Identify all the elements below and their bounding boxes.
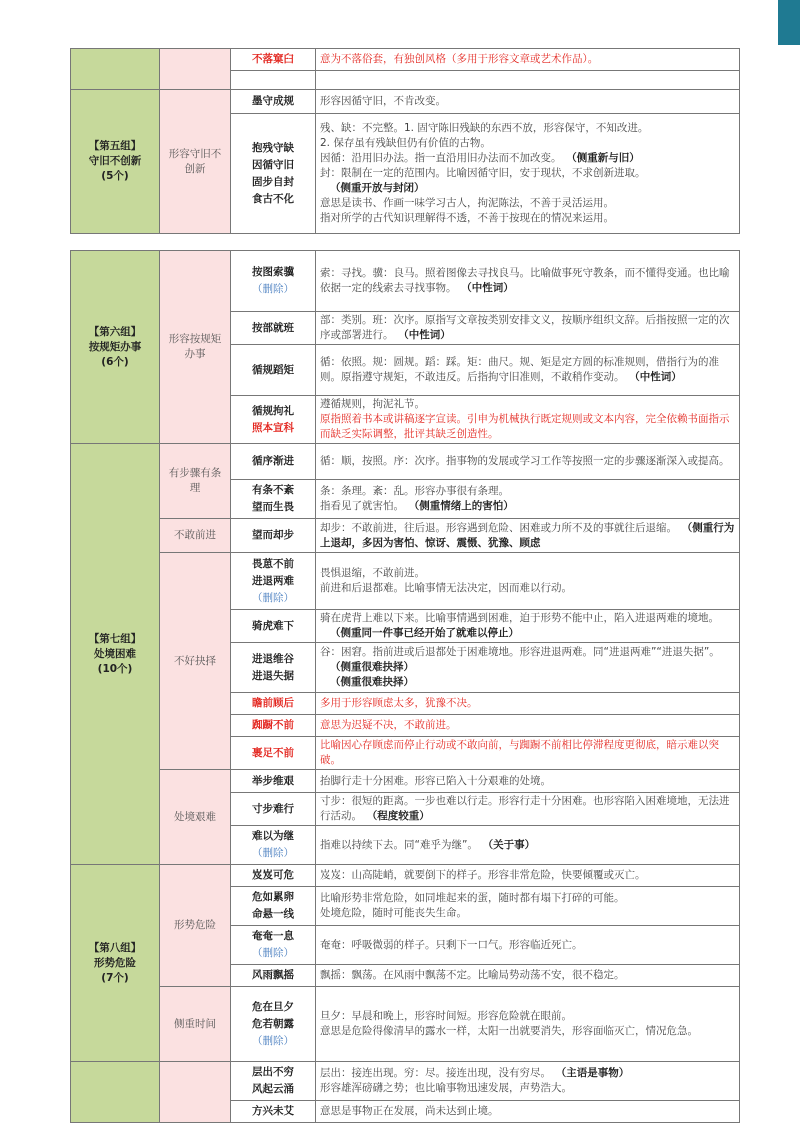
description-cell — [316, 345, 740, 396]
table-row — [71, 444, 740, 480]
subgroup-label: 处境艰难 — [174, 810, 216, 823]
table-row — [71, 251, 740, 312]
description-line — [320, 136, 735, 151]
group-cell — [71, 251, 160, 444]
description-cell — [316, 312, 740, 345]
group-count: (5个) — [101, 170, 129, 182]
idiom: 层出不穷 — [252, 1066, 294, 1078]
description-text: 比喻形势非常危险，如同堆起来的蛋，随时都有塌下打碎的可能。 — [320, 892, 625, 904]
idiom: 命悬一线 — [252, 908, 294, 920]
subgroup-cell — [160, 519, 231, 553]
description-line — [320, 313, 735, 343]
idiom: 有条不紊 — [252, 484, 294, 496]
description-line — [320, 906, 735, 921]
description-line — [320, 718, 735, 733]
description-text: 残、缺：不完整。1. 固守陈旧残缺的东西不放，形容保守，不知改进。 — [320, 122, 649, 134]
description-text: 意为不落俗套，有独创风格（多用于形容文章或艺术作品）。 — [320, 53, 599, 65]
idiom: 按图索骥 — [252, 266, 294, 278]
description-text: 却步：不敢前进，往后退。形容遇到危险、困难或力所不及的事就往后退缩。 — [320, 521, 677, 534]
description-text: 形容因循守旧，不肯改变。 — [320, 95, 446, 107]
description-line — [320, 1104, 735, 1119]
description-line — [320, 94, 735, 109]
description-text: 条：条理。紊：乱。形容办事很有条理。 — [320, 485, 509, 497]
description-line — [320, 151, 735, 166]
deleted-mark: （删除） — [252, 283, 294, 295]
description-text: 处境危险，随时可能丧失生命。 — [320, 907, 467, 919]
idiom: 风雨飘摇 — [252, 969, 294, 981]
idiom: 危在旦夕 — [252, 1000, 294, 1013]
idiom: 寸步难行 — [252, 802, 294, 815]
idiom-cell — [231, 49, 316, 71]
idiom: 踟蹰不前 — [252, 719, 294, 731]
emphasis-note: （主语是事物） — [561, 1067, 630, 1079]
description-line — [320, 211, 735, 226]
description-line — [320, 611, 735, 641]
description-line — [320, 581, 735, 596]
description-text: 遵循规则，拘泥礼节。 — [320, 398, 425, 410]
group-cell — [71, 1062, 160, 1123]
idiom: 岌岌可危 — [252, 869, 294, 881]
idiom: 畏葸不前 — [252, 557, 294, 570]
idiom-cell — [231, 865, 316, 887]
description-line — [320, 266, 735, 296]
idiom: 奄奄一息 — [252, 930, 294, 942]
description-line — [320, 355, 735, 385]
description-cell — [316, 49, 740, 71]
deleted-mark: （删除） — [252, 591, 294, 604]
description-text: 骑在虎背上难以下来。比喻事情遇到困难，迫于形势不能中止，陷入进退两难的境地。 — [320, 612, 719, 624]
description-line — [320, 166, 735, 181]
idiom-cell — [231, 444, 316, 480]
description-line — [320, 1081, 735, 1096]
description-line — [320, 121, 735, 136]
group-title: 【第五组】 — [88, 140, 142, 152]
idiom-cell — [231, 553, 316, 610]
emphasis-note: （程度较重） — [372, 810, 430, 822]
subgroup-label: 有步骤有条理 — [168, 467, 222, 494]
subgroup-cell — [160, 49, 231, 90]
idiom-cell — [231, 610, 316, 643]
description-cell — [316, 480, 740, 519]
group-cell — [71, 444, 160, 865]
idiom: 因循守旧 — [252, 158, 294, 171]
description-text: 前进和后退都难。比喻事情无法决定，因而难以行动。 — [320, 582, 572, 594]
description-cell — [316, 987, 740, 1062]
subgroup-label: 不好抉择 — [174, 654, 216, 667]
description-text: 岌岌：山高陡峭，就要倒下的样子。形容非常危险，快要倾覆或灭亡。 — [320, 869, 646, 881]
idiom: 照本宣科 — [252, 421, 294, 434]
description-line — [320, 968, 735, 983]
idiom: 循规拘礼 — [252, 404, 294, 417]
idiom: 进退维谷 — [252, 652, 294, 665]
idiom: 进退两难 — [252, 574, 294, 587]
subgroup-cell — [160, 987, 231, 1062]
description-text: 比喻因心存顾虑而停止行动或不敢向前，与踟蹰不前相比停滞程度更彻底，暗示难以突破。 — [320, 739, 719, 766]
description-line — [320, 738, 735, 768]
idiom: 难以为继 — [252, 830, 294, 842]
idiom: 骑虎难下 — [252, 619, 294, 632]
description-line — [320, 181, 735, 196]
description-cell — [316, 965, 740, 987]
table-row — [71, 90, 740, 114]
group-name: 形势危险 — [94, 956, 136, 969]
description-line — [320, 499, 735, 514]
description-text: 畏惧退缩，不敢前进。 — [320, 567, 425, 579]
subgroup-cell — [160, 865, 231, 987]
idiom: 望而生畏 — [252, 501, 294, 513]
table-row — [71, 519, 740, 553]
group-cell — [71, 90, 160, 234]
description-text: 形容雄浑磅礴之势；也比喻事物迅速发展，声势浩大。 — [320, 1082, 572, 1094]
table-row — [71, 1062, 740, 1101]
idiom-cell — [231, 770, 316, 793]
subgroup-cell — [160, 444, 231, 519]
group-name: 按规矩办事 — [88, 340, 142, 353]
deleted-mark: （删除） — [252, 847, 294, 859]
emphasis-note: （侧重同一件事已经开始了就难以停止） — [330, 627, 519, 639]
description-line — [320, 52, 735, 67]
description-text: 封：限制在一定的范围内。比喻因循守旧，安于现状，不求创新进取。 — [320, 167, 646, 179]
idiom-cell — [231, 396, 316, 444]
description-line — [320, 868, 735, 883]
idiom: 望而却步 — [252, 529, 294, 541]
description-cell — [316, 1101, 740, 1123]
description-cell — [316, 826, 740, 865]
description-line — [320, 521, 735, 551]
subgroup-label: 不敢前进 — [174, 529, 216, 541]
group-name: 处境困难 — [94, 647, 136, 660]
subgroup-label: 形势危险 — [174, 919, 216, 931]
idiom-cell — [231, 71, 316, 90]
idiom-table-2 — [70, 250, 740, 1123]
idiom: 危如累卵 — [252, 891, 294, 903]
idiom: 方兴未艾 — [252, 1105, 294, 1117]
idiom-cell — [231, 1101, 316, 1123]
description-text: 意思是读书、作画一味学习古人，拘泥陈法，不善于灵活运用。 — [320, 197, 614, 209]
description-cell — [316, 90, 740, 114]
idiom-cell — [231, 643, 316, 693]
subgroup-cell — [160, 770, 231, 865]
description-cell — [316, 770, 740, 793]
idiom-cell — [231, 519, 316, 553]
idiom: 抱残守缺 — [252, 141, 294, 154]
emphasis-note: （侧重很难抉择） — [330, 676, 414, 688]
idiom: 裹足不前 — [252, 746, 294, 759]
description-text: 指难以持续下去。同“难乎为继”。 — [320, 838, 478, 851]
description-line — [320, 794, 735, 824]
description-cell — [316, 71, 740, 90]
description-text: 意思是事物正在发展，尚未达到止境。 — [320, 1105, 499, 1117]
description-text: 意思为迟疑不决，不敢前进。 — [320, 719, 457, 731]
idiom-cell — [231, 965, 316, 987]
description-text: 飘摇：飘荡。在风雨中飘荡不定。比喻局势动荡不安，很不稳定。 — [320, 969, 625, 981]
description-text: 意思是危险得像清早的露水一样，太阳一出就要消失，形容面临灭亡，情况危急。 — [320, 1025, 698, 1037]
idiom-table-1 — [70, 48, 740, 234]
description-text: 部：类别。班：次序。原指写文章按类别安排文义，按顺序组织文辞。后指按照一定的次序或部署进行。 — [320, 314, 730, 341]
description-cell — [316, 251, 740, 312]
description-text: 指对所学的古代知识理解得不透，不善于按现在的情况来运用。 — [320, 212, 614, 224]
description-line — [320, 838, 735, 853]
table-row — [71, 770, 740, 793]
deleted-mark: （删除） — [252, 1034, 294, 1047]
description-cell — [316, 693, 740, 715]
table-row — [71, 987, 740, 1062]
description-line — [320, 696, 735, 711]
idiom-cell — [231, 1062, 316, 1101]
subgroup-cell — [160, 1062, 231, 1123]
idiom: 墨守成规 — [252, 95, 294, 107]
subgroup-label: 形容按规矩办事 — [168, 333, 222, 360]
description-cell — [316, 926, 740, 965]
description-line — [320, 1024, 735, 1039]
idiom-cell — [231, 90, 316, 114]
idiom-cell — [231, 926, 316, 965]
subgroup-cell — [160, 90, 231, 234]
description-cell — [316, 737, 740, 770]
idiom-cell — [231, 693, 316, 715]
idiom: 瞻前顾后 — [252, 697, 294, 709]
description-cell — [316, 519, 740, 553]
description-cell — [316, 553, 740, 610]
idiom-cell — [231, 737, 316, 770]
idiom: 固步自封 — [252, 175, 294, 188]
group-cell — [71, 865, 160, 1062]
description-text: 原指照着书本或讲稿逐字宣读。引申为机械执行既定规则或文本内容，完全依赖书面指示而缺乏实际调整，批评其缺乏创造性。 — [320, 413, 730, 440]
idiom-cell — [231, 480, 316, 519]
description-cell — [316, 887, 740, 926]
description-line — [320, 454, 735, 469]
page-tab-marker — [778, 0, 800, 45]
description-line — [320, 484, 735, 499]
idiom: 风起云涌 — [252, 1083, 294, 1095]
description-text: 抬脚行走十分困难。形容已陷入十分艰难的处境。 — [320, 774, 551, 787]
description-line — [320, 675, 735, 690]
group-count: (7个) — [101, 971, 129, 984]
description-text: 因循：沿用旧办法。指一直沿用旧办法而不加改变。 — [320, 152, 562, 164]
description-line — [320, 938, 735, 953]
emphasis-note: （中性词） — [403, 329, 451, 341]
emphasis-note: （中性词） — [634, 371, 682, 383]
description-text: 谷：困窘。指前进或后退都处于困难境地。形容进退两难。同“进退两难”“进退失据”。 — [320, 646, 720, 658]
emphasis-note: （侧重很难抉择） — [330, 661, 414, 673]
description-text: 层出：接连出现。穷：尽。接连出现，没有穷尽。 — [320, 1067, 551, 1079]
idiom-cell — [231, 251, 316, 312]
idiom: 进退失据 — [252, 669, 294, 682]
description-cell — [316, 396, 740, 444]
description-text: 2. 保存虽有残缺但仍有价值的古物。 — [320, 137, 491, 149]
description-cell — [316, 444, 740, 480]
idiom-cell — [231, 114, 316, 234]
deleted-mark: （删除） — [252, 947, 294, 959]
description-text: 寸步：很短的距离。一步也难以行走。形容行走十分困难。也形容陷入困难境地，无法进行活动。 — [320, 795, 730, 822]
description-line — [320, 891, 735, 906]
idiom: 举步维艰 — [252, 774, 294, 787]
emphasis-note: （中性词） — [466, 282, 514, 294]
emphasis-note: （侧重开放与封闭） — [330, 182, 425, 194]
subgroup-cell — [160, 251, 231, 444]
group-count: (6个) — [101, 355, 129, 368]
group-title: 【第八组】 — [88, 941, 142, 954]
description-text: 循：顺，按照。序：次序。指事物的发展或学习工作等按照一定的步骤逐渐深入或提高。 — [320, 455, 730, 467]
description-cell — [316, 114, 740, 234]
emphasis-note: （关于事） — [487, 838, 536, 851]
idiom-cell — [231, 715, 316, 737]
group-title: 【第六组】 — [88, 325, 142, 338]
table-row — [71, 553, 740, 610]
idiom: 循序渐进 — [252, 455, 294, 467]
description-line — [320, 1009, 735, 1024]
table-row — [71, 865, 740, 887]
description-line — [320, 196, 735, 211]
idiom-cell — [231, 345, 316, 396]
description-text: 指看见了就害怕。 — [320, 500, 404, 512]
idiom: 不落窠臼 — [252, 53, 294, 65]
idiom: 循规蹈矩 — [252, 363, 294, 376]
subgroup-cell — [160, 553, 231, 770]
emphasis-note: （侧重情绪上的害怕） — [414, 500, 514, 512]
idiom: 危若朝露 — [252, 1017, 294, 1030]
group-title: 【第七组】 — [88, 632, 142, 645]
idiom-cell — [231, 987, 316, 1062]
description-line — [320, 566, 735, 581]
description-line — [320, 397, 735, 412]
subgroup-label: 侧重时间 — [174, 1017, 216, 1030]
description-line — [320, 774, 735, 789]
description-text: 奄奄：呼吸微弱的样子。只剩下一口气。形容临近死亡。 — [320, 938, 583, 951]
group-count: (10个) — [97, 662, 133, 675]
idiom: 食古不化 — [252, 192, 294, 205]
group-name: 守旧不创新 — [88, 155, 142, 167]
description-cell — [316, 715, 740, 737]
table-row — [71, 49, 740, 71]
description-text: 循：依照。规：圆规。蹈：踩。矩：曲尺。规、矩是定方圆的标准规则，借指行为的准则。原指遵守规矩，不敢违反。后指拘守旧准则，不敢稍作变动。 — [320, 356, 719, 383]
description-cell — [316, 610, 740, 643]
group-cell — [71, 49, 160, 90]
emphasis-note: （侧重新与旧） — [571, 152, 640, 164]
description-text: 索：寻找。骥：良马。照着图像去寻找良马。比喻做事死守教条，而不懂得变通。也比喻依据一定的线索去寻找事物。 — [320, 267, 730, 294]
idiom-cell — [231, 887, 316, 926]
description-line — [320, 645, 735, 675]
description-line — [320, 412, 735, 442]
emphasis-note: （侧重行为上退却，多因为害怕、惊讶、震慑、犹豫、顾虑 — [320, 521, 735, 549]
subgroup-label: 形容守旧不创新 — [168, 147, 222, 175]
idiom-cell — [231, 793, 316, 826]
description-cell — [316, 793, 740, 826]
idiom-cell — [231, 826, 316, 865]
description-cell — [316, 865, 740, 887]
idiom-cell — [231, 312, 316, 345]
idiom: 按部就班 — [252, 321, 294, 334]
description-line — [320, 1066, 735, 1081]
description-text: 旦夕：早晨和晚上，形容时间短。形容危险就在眼前。 — [320, 1010, 572, 1022]
description-cell — [316, 1062, 740, 1101]
description-text: 多用于形容顾虑太多，犹豫不决。 — [320, 697, 478, 709]
description-cell — [316, 643, 740, 693]
